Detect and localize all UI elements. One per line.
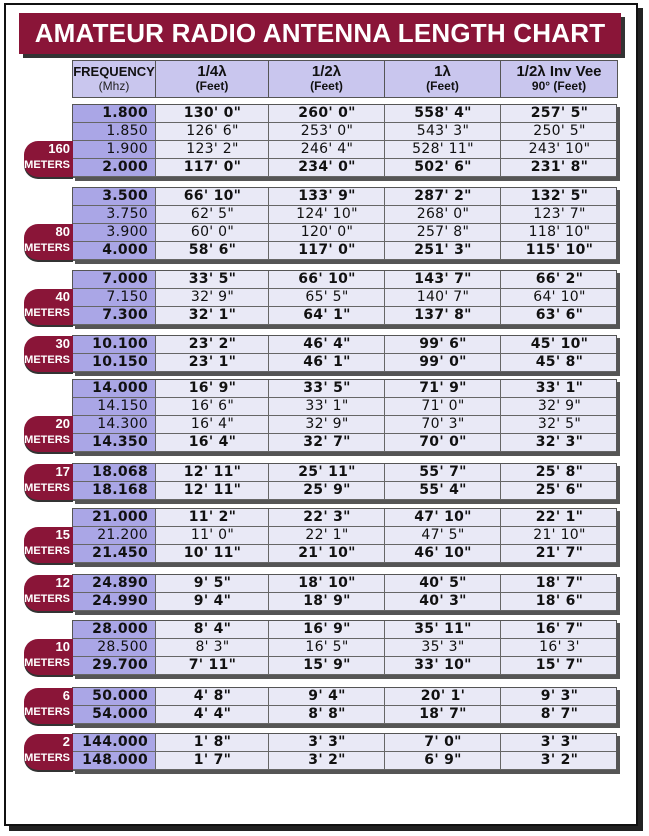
quarter-wave-cell: 60' 0" [190, 224, 235, 240]
full-wave-cell: 46' 10" [414, 545, 472, 561]
half-wave-cell: 120' 0" [300, 224, 354, 240]
inverted-vee-cell: 18' 6" [535, 593, 584, 609]
header-label: 1/2λ [311, 63, 342, 80]
band-label-80m [24, 224, 73, 260]
column-divider [268, 575, 269, 611]
full-wave-cell: 287' 2" [414, 188, 472, 204]
inverted-vee-cell: 32' 9" [537, 398, 582, 414]
full-wave-cell: 55' 7" [419, 464, 467, 480]
column-divider [268, 621, 269, 675]
band-number: 6 [62, 688, 70, 703]
half-wave-cell: 260' 0" [298, 105, 356, 121]
band-label-2m [24, 734, 73, 770]
full-wave-cell: 99' 0" [419, 354, 467, 370]
header-label: 1/4λ [197, 63, 227, 80]
band-group-17m [72, 463, 617, 501]
column-divider [155, 105, 156, 177]
inverted-vee-cell: 63' 6" [535, 307, 584, 323]
inverted-vee-cell: 33' 1" [535, 380, 584, 396]
inverted-vee-cell: 115' 10" [525, 242, 594, 258]
half-wave-cell: 3' 3" [308, 734, 346, 750]
quarter-wave-cell: 23' 2" [188, 336, 237, 352]
column-divider [384, 105, 385, 177]
inverted-vee-cell: 22' 1" [535, 509, 584, 525]
quarter-wave-cell: 9' 5" [193, 575, 232, 591]
band-unit: METERS [24, 706, 70, 718]
full-wave-cell: 7' 0" [424, 734, 462, 750]
full-wave-cell: 70' 3" [421, 416, 465, 432]
header-half-wave [268, 60, 385, 98]
inverted-vee-cell: 132' 5" [530, 188, 589, 204]
column-divider [384, 509, 385, 563]
full-wave-cell: 40' 5" [419, 575, 467, 591]
band-group-40m [72, 270, 617, 326]
header-unit: (Feet) [310, 79, 343, 93]
half-wave-cell: 246' 4" [300, 141, 354, 157]
quarter-wave-cell: 7' 11" [188, 657, 237, 673]
band-unit: METERS [24, 545, 70, 557]
column-divider [384, 464, 385, 500]
band-group-6m [72, 687, 617, 725]
band-group-15m [72, 508, 617, 564]
frequency-cell: 10.150 [73, 354, 156, 371]
frequency-cell: 148.000 [73, 752, 156, 769]
full-wave-cell: 6' 9" [424, 752, 462, 768]
frequency-cell: 14.300 [73, 416, 156, 433]
inverted-vee-cell: 45' 10" [530, 336, 589, 352]
column-divider [500, 336, 501, 372]
column-divider [500, 621, 501, 675]
full-wave-cell: 35' 11" [414, 621, 472, 637]
chart-title: AMATEUR RADIO ANTENNA LENGTH CHART [19, 13, 621, 54]
band-group-80m [72, 187, 617, 261]
full-wave-cell: 55' 4" [419, 482, 467, 498]
band-unit: METERS [24, 593, 70, 605]
frequency-cell: 18.068 [73, 464, 156, 481]
band-number: 10 [55, 639, 70, 654]
band-unit: METERS [24, 242, 70, 254]
full-wave-cell: 18' 7" [419, 706, 467, 722]
band-number: 30 [55, 336, 70, 351]
column-divider [268, 734, 269, 770]
band-unit: METERS [24, 159, 70, 171]
half-wave-cell: 3' 2" [308, 752, 346, 768]
frequency-cell: 21.000 [73, 509, 156, 526]
full-wave-cell: 558' 4" [414, 105, 472, 121]
quarter-wave-cell: 12' 11" [183, 482, 242, 498]
column-divider [500, 688, 501, 724]
frequency-cell: 1.850 [73, 123, 156, 140]
half-wave-cell: 8' 8" [308, 706, 346, 722]
quarter-wave-cell: 16' 9" [188, 380, 237, 396]
inverted-vee-cell: 243' 10" [528, 141, 591, 157]
inverted-vee-cell: 64' 10" [533, 289, 586, 305]
frequency-cell: 3.900 [73, 224, 156, 241]
quarter-wave-cell: 32' 1" [188, 307, 237, 323]
quarter-wave-cell: 1' 8" [193, 734, 232, 750]
column-divider [500, 380, 501, 452]
frequency-cell: 4.000 [73, 242, 156, 259]
quarter-wave-cell: 23' 1" [188, 354, 237, 370]
full-wave-cell: 71' 9" [419, 380, 467, 396]
half-wave-cell: 25' 11" [298, 464, 356, 480]
column-divider [155, 734, 156, 770]
column-divider [155, 688, 156, 724]
band-unit: METERS [24, 482, 70, 494]
half-wave-cell: 65' 5" [305, 289, 349, 305]
inverted-vee-cell: 18' 7" [535, 575, 584, 591]
full-wave-cell: 47' 10" [414, 509, 472, 525]
column-divider [155, 188, 156, 260]
quarter-wave-cell: 117' 0" [183, 159, 242, 175]
half-wave-cell: 21' 10" [298, 545, 356, 561]
column-divider [155, 271, 156, 325]
half-wave-cell: 117' 0" [298, 242, 356, 258]
full-wave-cell: 502' 6" [414, 159, 472, 175]
header-inverted-vee [500, 60, 618, 98]
full-wave-cell: 35' 3" [421, 639, 465, 655]
column-divider [268, 188, 269, 260]
inverted-vee-cell: 21' 10" [533, 527, 586, 543]
column-divider [500, 509, 501, 563]
quarter-wave-cell: 33' 5" [188, 271, 237, 287]
band-unit: METERS [24, 354, 70, 366]
header-unit: (Mhz) [98, 79, 130, 93]
band-group-160m [72, 104, 617, 178]
column-divider [500, 575, 501, 611]
quarter-wave-cell: 4' 4" [193, 706, 232, 722]
column-divider [155, 509, 156, 563]
quarter-wave-cell: 12' 11" [183, 464, 242, 480]
band-number: 15 [55, 527, 70, 542]
band-group-12m [72, 574, 617, 612]
half-wave-cell: 234' 0" [298, 159, 356, 175]
column-divider [384, 336, 385, 372]
inverted-vee-cell: 16' 3' [539, 639, 580, 655]
header-label: 1λ [434, 63, 451, 80]
full-wave-cell: 99' 6" [419, 336, 467, 352]
full-wave-cell: 143' 7" [414, 271, 472, 287]
full-wave-cell: 251' 3" [414, 242, 472, 258]
quarter-wave-cell: 8' 3" [195, 639, 230, 655]
inverted-vee-cell: 32' 5" [537, 416, 582, 432]
inverted-vee-cell: 21' 7" [535, 545, 584, 561]
quarter-wave-cell: 62' 5" [190, 206, 235, 222]
column-divider [384, 621, 385, 675]
inverted-vee-cell: 15' 7" [535, 657, 584, 673]
half-wave-cell: 16' 5" [305, 639, 349, 655]
column-divider [268, 271, 269, 325]
inverted-vee-cell: 25' 8" [535, 464, 584, 480]
band-label-12m [24, 575, 73, 611]
column-divider [155, 380, 156, 452]
frequency-cell: 18.168 [73, 482, 156, 499]
frequency-cell: 21.450 [73, 545, 156, 562]
quarter-wave-cell: 11' 0" [190, 527, 235, 543]
half-wave-cell: 15' 9" [303, 657, 351, 673]
header-full-wave [384, 60, 501, 98]
frequency-cell: 7.150 [73, 289, 156, 306]
frequency-cell: 7.000 [73, 271, 156, 288]
column-divider [500, 105, 501, 177]
column-divider [268, 336, 269, 372]
column-divider [268, 380, 269, 452]
band-label-20m [24, 416, 73, 452]
column-divider [500, 464, 501, 500]
frequency-cell: 2.000 [73, 159, 156, 176]
quarter-wave-cell: 126' 6" [186, 123, 239, 139]
quarter-wave-cell: 32' 9" [190, 289, 235, 305]
quarter-wave-cell: 16' 6" [190, 398, 235, 414]
band-group-2m [72, 733, 617, 771]
band-group-10m [72, 620, 617, 676]
column-divider [268, 105, 269, 177]
column-divider [384, 188, 385, 260]
header-unit: (Feet) [426, 79, 459, 93]
column-divider [500, 188, 501, 260]
frequency-cell: 29.700 [73, 657, 156, 674]
full-wave-cell: 137' 8" [414, 307, 472, 323]
quarter-wave-cell: 66' 10" [183, 188, 242, 204]
quarter-wave-cell: 58' 6" [188, 242, 237, 258]
band-number: 17 [55, 464, 70, 479]
band-number: 40 [55, 289, 70, 304]
half-wave-cell: 22' 3" [303, 509, 351, 525]
half-wave-cell: 133' 9" [298, 188, 356, 204]
frequency-cell: 50.000 [73, 688, 156, 705]
band-unit: METERS [24, 434, 70, 446]
half-wave-cell: 22' 1" [305, 527, 349, 543]
column-divider [268, 464, 269, 500]
half-wave-cell: 46' 1" [303, 354, 351, 370]
band-unit: METERS [24, 752, 70, 764]
full-wave-cell: 71' 0" [421, 398, 465, 414]
band-unit: METERS [24, 657, 70, 669]
column-divider [384, 734, 385, 770]
inverted-vee-cell: 123' 7" [533, 206, 586, 222]
frequency-cell: 28.500 [73, 639, 156, 656]
header-frequency [72, 60, 156, 98]
full-wave-cell: 543' 3" [416, 123, 470, 139]
header-unit: (Feet) [195, 79, 229, 93]
quarter-wave-cell: 10' 11" [183, 545, 242, 561]
inverted-vee-cell: 8' 7" [540, 706, 579, 722]
half-wave-cell: 18' 9" [303, 593, 351, 609]
frequency-cell: 7.300 [73, 307, 156, 324]
full-wave-cell: 268' 0" [416, 206, 470, 222]
inverted-vee-cell: 45' 8" [535, 354, 584, 370]
header-unit: 90° (Feet) [531, 79, 587, 93]
column-divider [155, 336, 156, 372]
inverted-vee-cell: 9' 3" [540, 688, 579, 704]
band-label-160m [24, 141, 73, 177]
band-label-40m [24, 289, 73, 325]
column-divider [384, 380, 385, 452]
inverted-vee-cell: 3' 2" [540, 752, 579, 768]
inverted-vee-cell: 257' 5" [530, 105, 589, 121]
inverted-vee-cell: 32' 3" [535, 434, 584, 450]
frequency-cell: 28.000 [73, 621, 156, 638]
half-wave-cell: 64' 1" [303, 307, 351, 323]
inverted-vee-cell: 250' 5" [533, 123, 586, 139]
half-wave-cell: 253' 0" [300, 123, 354, 139]
quarter-wave-cell: 11' 2" [188, 509, 237, 525]
frequency-cell: 24.990 [73, 593, 156, 610]
half-wave-cell: 32' 7" [303, 434, 351, 450]
column-divider [268, 509, 269, 563]
band-label-10m [24, 639, 73, 675]
frequency-cell: 14.350 [73, 434, 156, 451]
quarter-wave-cell: 123' 2" [186, 141, 239, 157]
column-divider [155, 464, 156, 500]
column-divider [500, 271, 501, 325]
inverted-vee-cell: 231' 8" [530, 159, 589, 175]
header-quarter-wave [155, 60, 269, 98]
full-wave-cell: 528' 11" [412, 141, 474, 157]
full-wave-cell: 257' 8" [416, 224, 470, 240]
column-divider [500, 734, 501, 770]
column-divider [155, 575, 156, 611]
quarter-wave-cell: 4' 8" [193, 688, 232, 704]
band-number: 20 [55, 416, 70, 431]
column-divider [268, 688, 269, 724]
full-wave-cell: 47' 5" [421, 527, 465, 543]
frequency-cell: 14.150 [73, 398, 156, 415]
frequency-cell: 1.800 [73, 105, 156, 122]
frequency-cell: 144.000 [73, 734, 156, 751]
column-divider [155, 621, 156, 675]
frequency-cell: 3.750 [73, 206, 156, 223]
half-wave-cell: 32' 9" [305, 416, 349, 432]
half-wave-cell: 16' 9" [303, 621, 351, 637]
band-group-30m [72, 335, 617, 373]
inverted-vee-cell: 25' 6" [535, 482, 584, 498]
full-wave-cell: 33' 10" [414, 657, 472, 673]
band-number: 2 [62, 734, 70, 749]
quarter-wave-cell: 16' 4" [188, 434, 237, 450]
quarter-wave-cell: 8' 4" [193, 621, 232, 637]
inverted-vee-cell: 16' 7" [535, 621, 584, 637]
half-wave-cell: 9' 4" [308, 688, 346, 704]
frequency-cell: 1.900 [73, 141, 156, 158]
half-wave-cell: 124' 10" [296, 206, 358, 222]
frequency-cell: 10.100 [73, 336, 156, 353]
half-wave-cell: 46' 4" [303, 336, 351, 352]
full-wave-cell: 70' 0" [419, 434, 467, 450]
band-label-15m [24, 527, 73, 563]
quarter-wave-cell: 9' 4" [193, 593, 232, 609]
inverted-vee-cell: 118' 10" [528, 224, 591, 240]
band-label-6m [24, 688, 73, 724]
half-wave-cell: 33' 1" [305, 398, 349, 414]
full-wave-cell: 20' 1' [420, 688, 466, 704]
band-number: 80 [55, 224, 70, 239]
frequency-cell: 21.200 [73, 527, 156, 544]
inverted-vee-cell: 66' 2" [535, 271, 584, 287]
full-wave-cell: 140' 7" [416, 289, 470, 305]
quarter-wave-cell: 130' 0" [183, 105, 242, 121]
frequency-cell: 54.000 [73, 706, 156, 723]
full-wave-cell: 40' 3" [419, 593, 467, 609]
frequency-cell: 14.000 [73, 380, 156, 397]
band-label-17m [24, 464, 73, 500]
half-wave-cell: 18' 10" [298, 575, 356, 591]
column-divider [384, 688, 385, 724]
quarter-wave-cell: 1' 7" [193, 752, 232, 768]
column-divider [384, 575, 385, 611]
half-wave-cell: 33' 5" [303, 380, 351, 396]
column-divider [384, 271, 385, 325]
band-label-30m [24, 336, 73, 372]
band-number: 160 [48, 141, 70, 156]
header-label: FREQUENCY [73, 64, 155, 79]
band-group-20m [72, 379, 617, 453]
frequency-cell: 3.500 [73, 188, 156, 205]
inverted-vee-cell: 3' 3" [540, 734, 579, 750]
band-number: 12 [55, 575, 70, 590]
header-label: 1/2λ Inv Vee [516, 63, 602, 80]
frequency-cell: 24.890 [73, 575, 156, 592]
band-unit: METERS [24, 307, 70, 319]
half-wave-cell: 25' 9" [303, 482, 351, 498]
half-wave-cell: 66' 10" [298, 271, 356, 287]
quarter-wave-cell: 16' 4" [190, 416, 235, 432]
